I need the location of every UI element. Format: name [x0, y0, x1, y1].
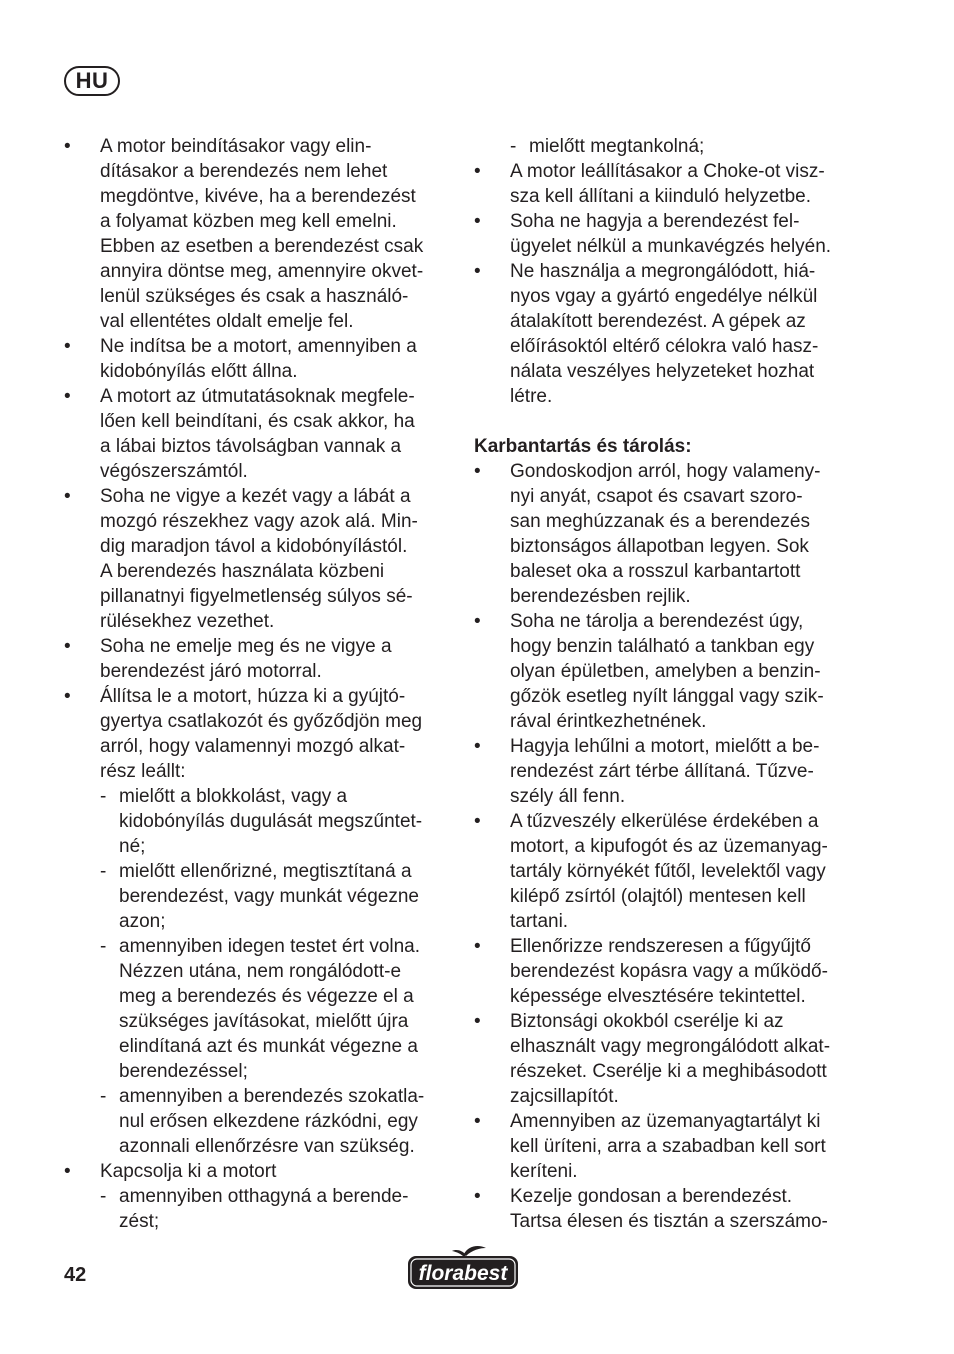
list-item	[474, 734, 866, 809]
list-item-text: Állítsa le a motort, húzza ki a gyújtó- gyertya csatlakozót és győződjön meg arról, hogy valamennyi mozgó alkat- rész leállt:	[100, 686, 423, 782]
list-item-text: Soha ne emelje meg és ne vigye a berendezést járó motorral.	[100, 636, 392, 682]
bullet-icon: •	[64, 386, 71, 407]
list-item	[64, 634, 456, 684]
list-item-text: A motort az útmutatásoknak megfele- lően kell beindítani, és csak akkor, ha a lábai biztos távolságban vannak a végószerszámtól.	[100, 386, 415, 482]
list-item	[64, 484, 456, 634]
sub-list-item	[100, 784, 456, 859]
bullet-icon: •	[474, 1011, 481, 1032]
left-column	[64, 134, 456, 1234]
list-item-text: Gondoskodjon arról, hogy valameny- nyi anyát, csapot és csavart szoro- san meghúzzanak és a berendezés biztonságos állapotban legyen. Sok baleset oka a rosszul karbantartott berendezésben rejlik.	[510, 461, 821, 607]
list-item	[64, 134, 456, 334]
florabest-logo-icon	[406, 1242, 520, 1292]
dash-icon: -	[100, 786, 107, 807]
list-item-text: Ellenőrizze rendszeresen a fűgyűjtő berendezést kopásra vagy a működő- képessége elvesztésére tekintettel.	[510, 936, 828, 1007]
list-item-text: Biztonsági okokból cserélje ki az elhasznált vagy megrongálódott alkat- részeket. Cserélje ki a meghibásodott zajcsillapítót.	[510, 1011, 831, 1107]
bullet-icon: •	[64, 1161, 71, 1182]
florabest-logo	[406, 1242, 520, 1292]
list-item-text: A motor leállításakor a Choke-ot visz- sza kell állítani a kiinduló helyzetbe.	[510, 161, 825, 207]
bullet-icon: •	[64, 636, 71, 657]
sub-list-item-text: mielőtt a blokkolást, vagy a kidobónyílás dugulását megszűntet- né;	[119, 786, 423, 857]
bullet-icon: •	[474, 1186, 481, 1207]
right-column	[474, 134, 866, 1234]
list-item-text: A tűzveszély elkerülése érdekében a motort, a kipufogót és az üzemanyag- tartály környékét fűtől, levelektől vagy kilépő zsírtól (olajtól) mentesen kell tartani.	[510, 811, 828, 932]
bullet-icon: •	[474, 461, 481, 482]
list-item	[474, 1009, 866, 1109]
dash-icon: -	[510, 136, 517, 157]
bullet-icon: •	[64, 686, 71, 707]
sub-list-item-text: amennyiben a berendezés szokatla- nul erősen elkezdene rázkódni, egy azonnali ellenőrzésre van szükség.	[119, 1086, 425, 1157]
list-item-text: Kezelje gondosan a berendezést. Tartsa élesen és tisztán a szerszámo-	[510, 1186, 828, 1232]
list-item	[64, 384, 456, 484]
list-item-text: Soha ne hagyja a berendezést fel- ügyelet nélkül a munkavégzés helyén.	[510, 211, 832, 257]
list-item	[474, 459, 866, 609]
bullet-icon: •	[474, 936, 481, 957]
list-item	[64, 334, 456, 384]
dash-icon: -	[100, 936, 107, 957]
list-item	[64, 1159, 456, 1234]
bullet-icon: •	[474, 1111, 481, 1132]
bullet-icon: •	[64, 486, 71, 507]
florabest-logo-text: florabest	[418, 1262, 508, 1285]
language-badge: HU	[64, 66, 120, 96]
sub-list-item	[100, 1184, 456, 1234]
bullet-icon: •	[474, 736, 481, 757]
dash-icon: -	[100, 1186, 107, 1207]
sub-list-item-text: amennyiben otthagyná a berende- zést;	[119, 1186, 409, 1232]
list-item	[474, 809, 866, 934]
bullet-icon: •	[474, 261, 481, 282]
bullet-icon: •	[64, 136, 71, 157]
list-item-text: Ne használja a megrongálódott, hiá- nyos vgay a gyártó engedélye nélkül átalakított berendezést. A gépek az előírásoktól eltérő célokra való hasz- nálata veszélyes helyzeteket hozhat létre.	[510, 261, 819, 407]
bullet-icon: •	[474, 811, 481, 832]
bullet-icon: •	[474, 161, 481, 182]
list-item	[474, 1184, 866, 1234]
bullet-icon: •	[474, 611, 481, 632]
list-item	[474, 159, 866, 209]
sub-list-item-text: mielőtt megtankolná;	[529, 136, 705, 157]
list-item-text: Amennyiben az üzemanyagtartályt ki kell üríteni, arra a szabadban kell sort keríteni.	[510, 1111, 826, 1182]
list-item	[64, 684, 456, 1159]
section-heading: Karbantartás és tárolás:	[474, 436, 692, 457]
sub-list-item	[474, 134, 866, 159]
list-item-text: A motor beindításakor vagy elin- dításakor a berendezés nem lehet megdöntve, kivéve, ha a berendezést a folyamat közben meg kell emelni. Ebben az esetben a berendezést csak annyira döntse meg, amennyire okvet- lenül szükséges és csak a használó- val ellentétes oldalt emelje fel.	[100, 136, 424, 332]
sub-list-item	[100, 1084, 456, 1159]
sub-list-item-text: mielőtt ellenőrizné, megtisztítaná a berendezést, vagy munkát végezne azon;	[119, 861, 419, 932]
list-item	[474, 1109, 866, 1184]
list-item	[474, 259, 866, 409]
sub-list-item-text: amennyiben idegen testet ért volna. Nézzen utána, nem rongálódott-e meg a berendezés és végezze el a szükséges javításokat, mielőtt újra elindítaná azt és munkát végezne a berendezéssel;	[119, 936, 421, 1082]
list-item-text: Hagyja lehűlni a motort, mielőtt a be- rendezést zárt térbe állítaná. Tűzve- szély áll fenn.	[510, 736, 820, 807]
sub-list-item	[100, 859, 456, 934]
bullet-icon: •	[64, 336, 71, 357]
page-number: 42	[64, 1264, 87, 1286]
dash-icon: -	[100, 861, 107, 882]
list-item-text: Kapcsolja ki a motort	[100, 1161, 277, 1182]
bullet-icon: •	[474, 211, 481, 232]
list-item-text: Ne indítsa be a motort, amennyiben a kidobónyílás előtt állna.	[100, 336, 417, 382]
list-item-text: Soha ne tárolja a berendezést úgy, hogy benzin található a tankban egy olyan épületben, amelyben a benzin- gőzök esetleg nyílt lánggal vagy szik- rával érintkezhetnének.	[510, 611, 824, 732]
list-item	[474, 609, 866, 734]
sub-list-item	[100, 934, 456, 1084]
list-item	[474, 209, 866, 259]
dash-icon: -	[100, 1086, 107, 1107]
list-item-text: Soha ne vigye a kezét vagy a lábát a mozgó részekhez vagy azok alá. Min- dig maradjon távol a kidobónyílástól. A berendezés használata közbeni pillanatnyi figyelmetlenség súlyos sé- rülésekhez vezethet.	[100, 486, 418, 632]
list-item	[474, 934, 866, 1009]
